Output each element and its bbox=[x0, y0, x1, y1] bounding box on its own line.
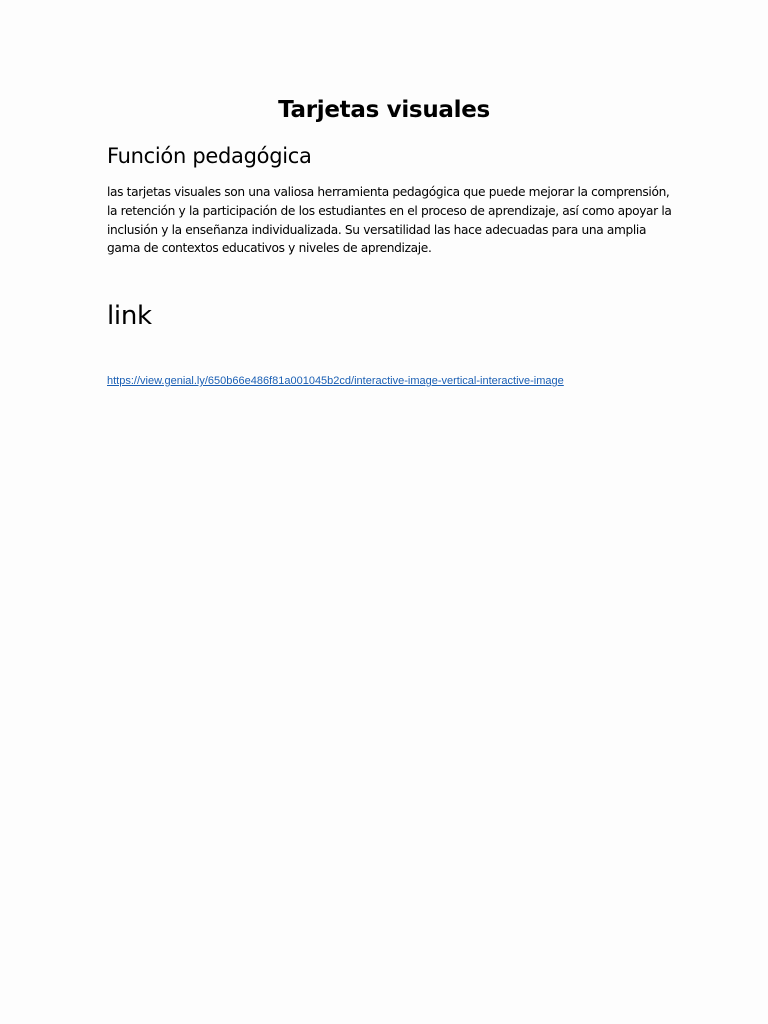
link-heading: link bbox=[107, 301, 152, 331]
genially-url-link[interactable]: https://view.genial.ly/650b66e486f81a001045b2cd/interactive-image-vertical-interactive-image bbox=[107, 375, 564, 387]
document-title: Tarjetas visuales bbox=[278, 97, 490, 123]
body-paragraph: las tarjetas visuales son una valiosa herramienta pedagógica que puede mejorar la comprensión, la retención y la participación de los estudiantes en el proceso de aprendizaje, así como apoyar la inclusión y la enseñanza individualizada. Su versatilidad las hace adecuadas para una amplia gama de contextos educativos y niveles de aprendizaje. bbox=[107, 185, 672, 256]
section-heading-funcion-pedagogica: Función pedagógica bbox=[107, 144, 312, 168]
